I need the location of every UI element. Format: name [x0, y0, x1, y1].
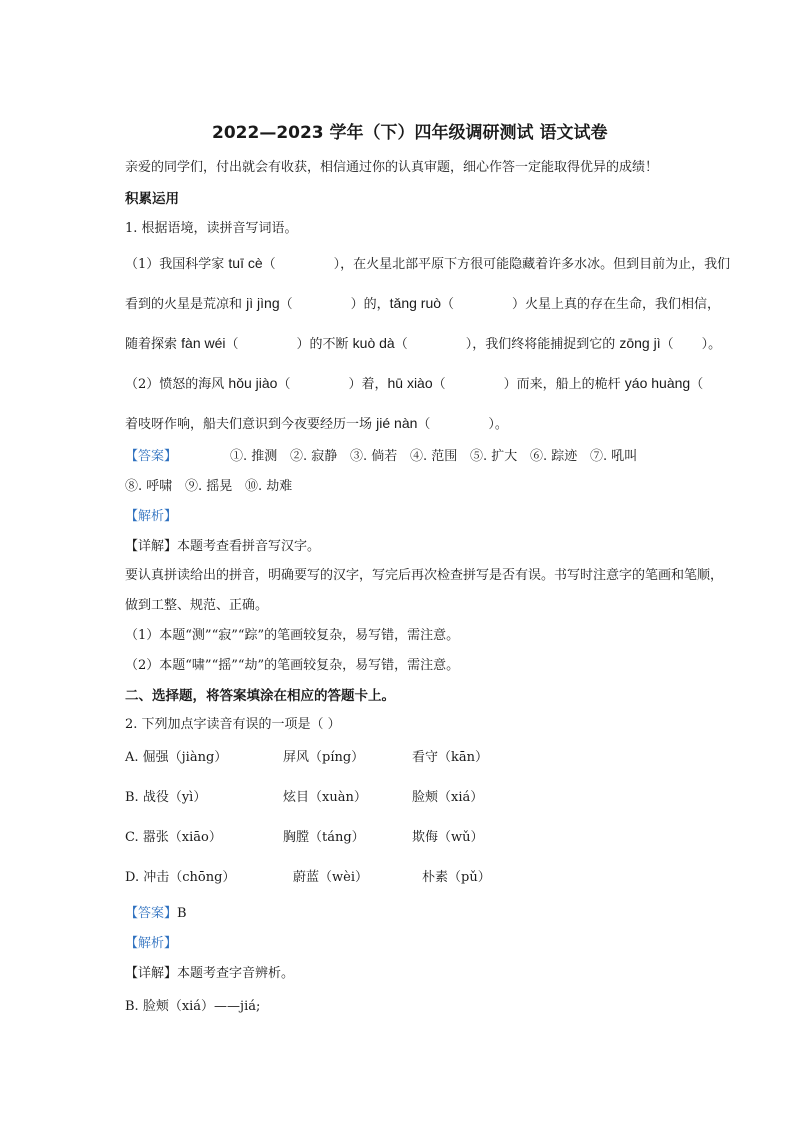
q1-note-2: （2）本题“啸”“摇”“劫”的笔画较复杂，易写错，需注意。 — [125, 658, 460, 673]
option-d-col3: 朴素（pǔ） — [422, 870, 491, 885]
q2-explanation: B. 脸颊（xiá）——jiá; — [125, 999, 261, 1014]
page-title: 2022—2023 学年（下）四年级调研测试 语文试卷 — [212, 123, 608, 143]
q1-analysis-tag: 【解析】 — [125, 509, 178, 524]
q1-line-1: （1）我国科学家 tuī cè（ ），在火星北部平原下方很可能隐藏着许多水冰。但到目前为止，我们 — [125, 255, 731, 272]
section-heading-choice: 二、选择题，将答案填涂在相应的答题卡上。 — [125, 688, 395, 704]
option-d-col2: 蔚蓝（wèi） — [293, 870, 368, 885]
answer-item: ⑧. 呼啸 — [125, 479, 173, 494]
option-a-col3: 看守（kān） — [412, 750, 489, 765]
answer-item: ⑥. 踪迹 — [530, 449, 578, 464]
option-c-col1: C. 嚣张（xiāo） — [125, 830, 222, 845]
option-a-col2: 屏风（píng） — [283, 750, 365, 765]
answer-item: ⑨. 摇晃 — [185, 479, 233, 494]
answer-item: ②. 寂静 — [290, 449, 338, 464]
q1-note-1: （1）本题“测”“寂”“踪”的笔画较复杂，易写错，需注意。 — [125, 628, 460, 643]
q1-answer-row-1 — [125, 448, 650, 466]
answer-tag: 【答案】 — [125, 906, 178, 921]
q2-analysis-tag: 【解析】 — [125, 936, 178, 951]
answer-item: ①. 推测 — [230, 449, 278, 464]
answer-item: ③. 倘若 — [350, 449, 398, 464]
section-heading-accumulation: 积累运用 — [125, 191, 179, 207]
option-c-col2: 胸膛（táng） — [283, 830, 365, 845]
option-b-col1: B. 战役（yì） — [125, 790, 207, 805]
answer-item: ④. 范围 — [410, 449, 458, 464]
q2-answer — [125, 905, 187, 923]
question-1-stem: 1. 根据语境，读拼音写词语。 — [125, 221, 298, 236]
q1-line-3: 随着探索 fàn wéi（ ）的不断 kuò dà（ ），我们终将能捕捉到它的 zōng jì（ ）。 — [125, 335, 722, 352]
question-2-stem: 2. 下列加点字读音有误的一项是（ ） — [125, 717, 341, 732]
q1-line-5: 着吱呀作响，船夫们意识到今夜要经历一场 jié nàn（ ）。 — [125, 415, 508, 432]
q1-explanation-2: 做到工整、规范、正确。 — [125, 598, 269, 613]
q1-explanation-1: 要认真拼读给出的拼音，明确要写的汉字，写完后再次检查拼写是否有误。书写时注意字的笔画和笔顺， — [125, 568, 724, 583]
q1-line-2: 看到的火星是荒凉和 jì jìng（ ）的，tǎng ruò（ ）火星上真的存在生命，我们相信， — [125, 295, 721, 312]
answer-value: B — [177, 906, 187, 921]
q1-detail: 【详解】本题考查看拼音写汉字。 — [125, 539, 321, 554]
option-c-col3: 欺侮（wǔ） — [412, 830, 484, 845]
option-b-col3: 脸颊（xiá） — [412, 790, 484, 805]
q1-line-4: （2）愤怒的海风 hǒu jiào（ ）着，hū xiào（ ）而来，船上的桅杆 yáo huàng（ — [125, 375, 704, 392]
option-d-col1: D. 冲击（chōng） — [125, 870, 236, 885]
answer-item: ⑤. 扩大 — [470, 449, 518, 464]
answer-item: ⑩. 劫难 — [245, 479, 293, 494]
q2-detail: 【详解】本题考查字音辨析。 — [125, 966, 295, 981]
option-a-col1: A. 倔强（jiàng） — [125, 750, 228, 765]
intro-text: 亲爱的同学们，付出就会有收获，相信通过你的认真审题，细心作答一定能取得优异的成绩！ — [125, 160, 659, 175]
q1-answer-row-2 — [125, 478, 305, 496]
option-b-col2: 炫目（xuàn） — [283, 790, 367, 805]
answer-tag: 【答案】 — [125, 449, 178, 464]
answer-item: ⑦. 吼叫 — [590, 449, 638, 464]
